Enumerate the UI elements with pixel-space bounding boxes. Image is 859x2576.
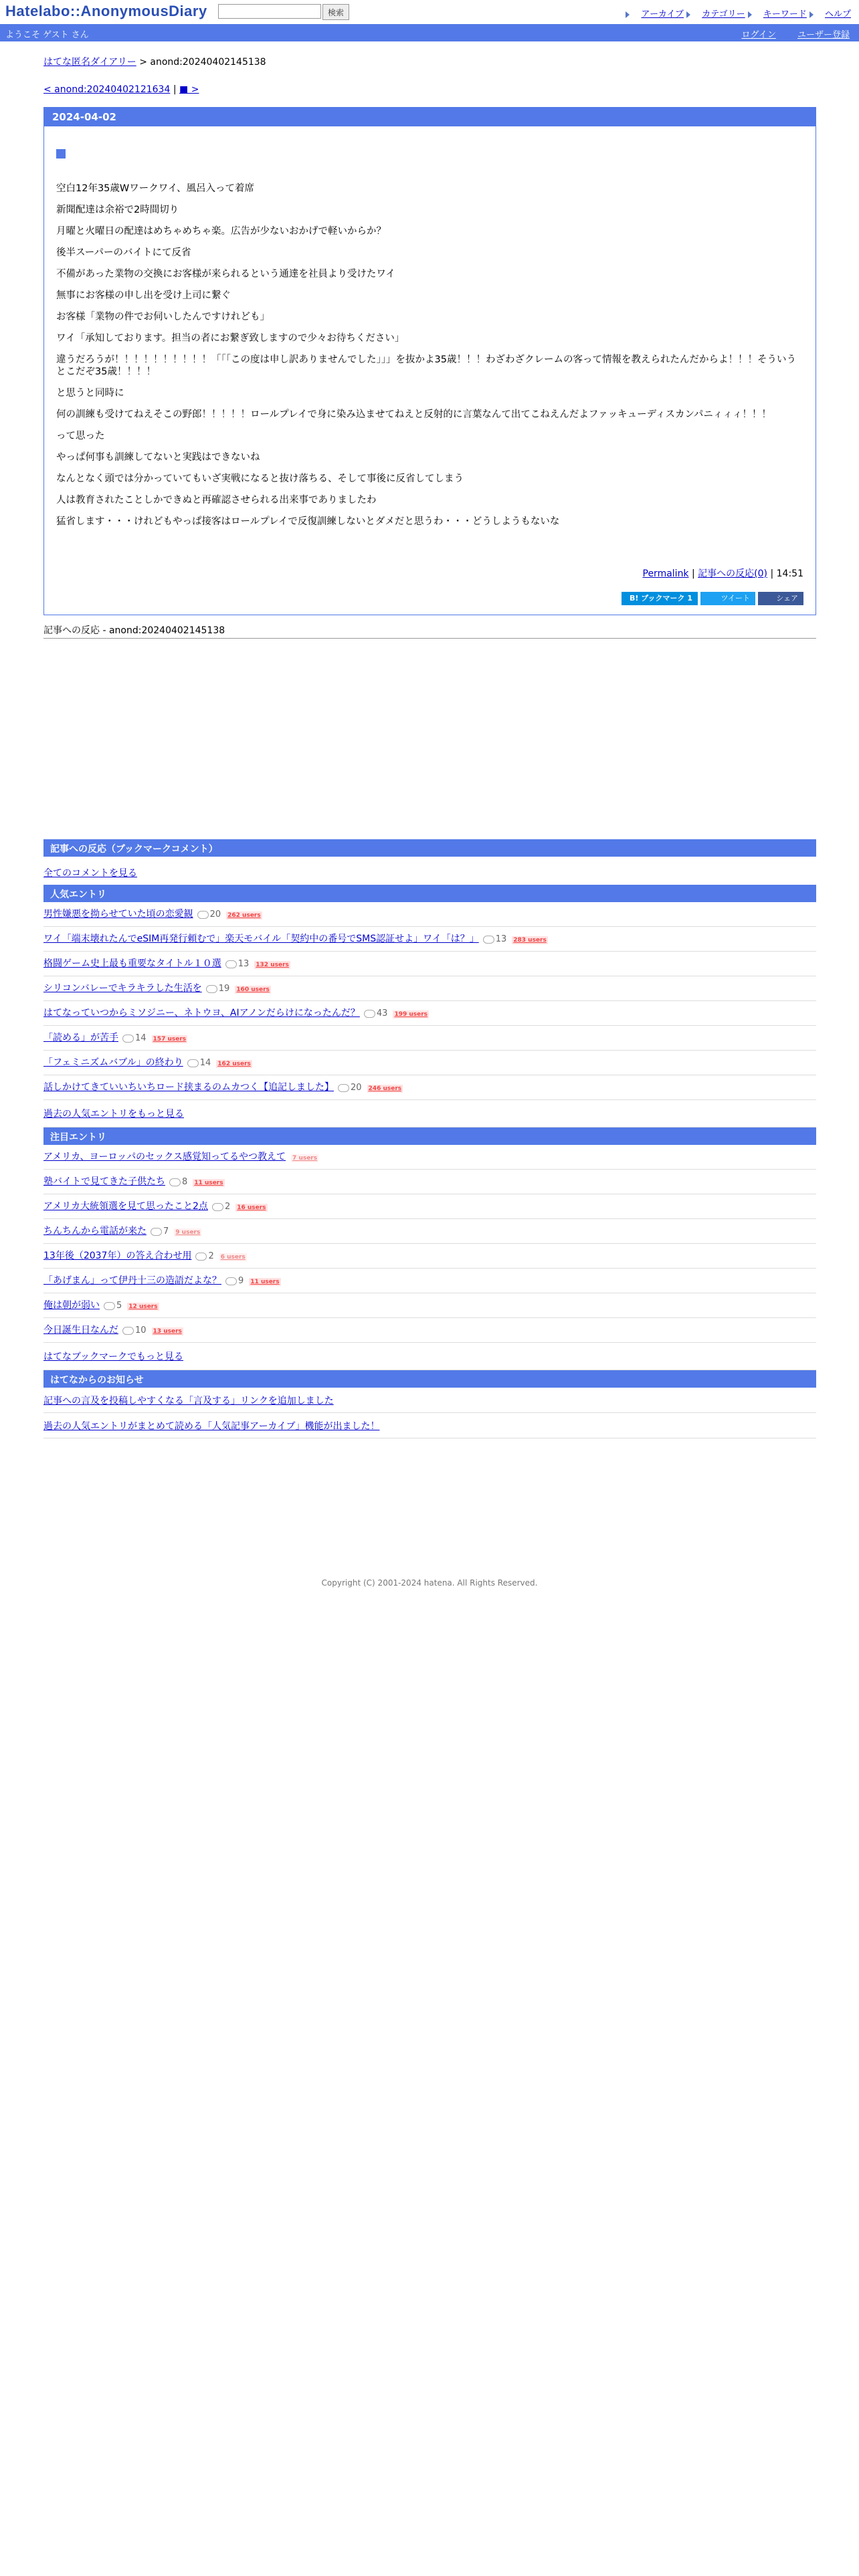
comment-number: 13 (237, 959, 250, 969)
list-item (43, 1145, 816, 1170)
entry-line: お客様「業物の件でお伺いしたんですけれども」 (56, 312, 270, 322)
welcome-text: ようこそ ゲスト さん (5, 30, 89, 40)
bookmark-users-badge[interactable]: 246 users (368, 1085, 402, 1092)
bookmark-users-badge[interactable]: 283 users (513, 937, 547, 944)
entry-title-link[interactable]: 「読める」が苦手 (43, 1033, 118, 1043)
entry-line: なんとなく頭では分かっていてもいざ実戦になると抜け落ちる、そして事後に反省してしまう (56, 473, 464, 484)
pager-separator: | (170, 84, 180, 95)
login-link[interactable]: ログイン (741, 30, 776, 40)
breadcrumb (43, 55, 816, 68)
next-entry-link[interactable]: ■ > (179, 84, 199, 95)
comment-bubble-icon (104, 1302, 115, 1310)
nav-archive[interactable]: アーカイブ (641, 9, 684, 19)
comment-count[interactable] (338, 1081, 362, 1095)
bookmark-users-badge[interactable]: 160 users (236, 986, 270, 993)
comment-number: 7 (163, 1226, 169, 1237)
comment-bubble-icon (187, 1059, 199, 1067)
entry-line: 無事にお客様の申し出を受け上司に繋ぐ (56, 290, 231, 301)
entry-footer: Permalink | 記事への反応(0) | 14:51 (642, 568, 803, 579)
entry-date: 2024-04-02 (44, 108, 816, 126)
comment-count[interactable] (197, 907, 221, 922)
diary-entry (43, 107, 816, 615)
entry-line: 不備があった業物の交換にお客様が来られるという通達を社員より受けたワイ (56, 269, 395, 280)
comment-bubble-icon (206, 985, 217, 993)
top-header (0, 0, 859, 24)
triangle-icon (809, 11, 814, 18)
site-logo[interactable]: Hatelabo::AnonymousDiary (5, 3, 207, 19)
bookmark-users-badge[interactable]: 162 users (217, 1061, 251, 1067)
bookmark-users-badge[interactable]: 132 users (256, 962, 289, 968)
comment-number: 43 (376, 1008, 388, 1018)
entry-time: 14:51 (776, 568, 803, 579)
comment-number: 20 (351, 1083, 362, 1093)
comment-bubble-icon (364, 1010, 375, 1018)
entry-line: ワイ「承知しております。担当の者にお繋ぎ致しますので少々お待ちください」 (56, 333, 405, 344)
share-buttons (56, 592, 803, 605)
entry-title-link[interactable]: 話しかけてきていいちいちロード挟まるのムカつく【追記しました】 (43, 1082, 334, 1093)
comment-bubble-icon (338, 1084, 349, 1092)
entry-line: 違うだろうが！！！！！！！！！！「「「この度は申し訳ありませんでした」」」を抜かよ35歳！！！わざわざクレームの客って情報を教えられたんだからよ！！！そういうとこだぞ35歳！！！！ (56, 354, 796, 377)
comment-number: 10 (135, 1325, 147, 1335)
comment-count[interactable] (483, 932, 507, 946)
comment-count[interactable] (104, 1299, 122, 1313)
entry-title-link[interactable]: 今日誕生日なんだ (43, 1325, 118, 1335)
bookmark-users-badge[interactable]: 157 users (153, 1036, 187, 1043)
entry-title-link[interactable]: ワイ「端末壊れたんでeSIM再発行頼むで」楽天モバイル「契約中の番号でSMS認証せよ」ワイ「は？」 (43, 934, 479, 944)
entry-title-link[interactable]: 格闘ゲーム史上最も重要なタイトル１０選 (43, 958, 221, 969)
more-popular-link[interactable]: 過去の人気エントリをもっと見る (43, 1100, 816, 1128)
entry-text (56, 183, 803, 528)
register-link[interactable]: ユーザー登録 (797, 30, 850, 40)
news-title: はてなからのお知らせ (43, 1370, 816, 1388)
comment-bubble-icon (483, 936, 494, 944)
comment-number: 14 (135, 1033, 147, 1043)
notable-entries-title: 注目エントリ (43, 1128, 816, 1145)
bookmark-users-badge[interactable]: 262 users (227, 912, 261, 919)
permalink[interactable]: Permalink (642, 568, 689, 579)
comment-number: 20 (209, 909, 221, 920)
comment-count[interactable] (187, 1056, 211, 1070)
entry-line: 何の訓練も受けてねえそこの野郎！！！！！ロールプレイで身に染み込ませてねえと反射的に言葉なんて出てこねえんだよファッキューディスカンパニィィィ！！！ (56, 409, 771, 420)
entry-line: やっぱ何事も訓練してないと実践はできないね (56, 452, 260, 463)
bookmark-users-badge[interactable]: 12 users (128, 1303, 158, 1310)
entry-title-link[interactable]: 「あげまん」って伊丹十三の造語だよな？ (43, 1275, 221, 1286)
news-link[interactable]: 過去の人気エントリがまとめて読める「人気記事アーカイブ」機能が出ました！ (43, 1421, 380, 1432)
facebook-share-button[interactable]: シェア (758, 592, 803, 605)
entry-title-link[interactable]: 「フェミニズムバブル」の終わり (43, 1057, 183, 1068)
entry-title-link[interactable]: 男性嫌悪を拗らせていた頃の恋愛観 (43, 909, 193, 920)
popular-entries-title: 人気エントリ (43, 885, 816, 902)
list-item (43, 976, 816, 1001)
entry-title-link[interactable]: シリコンバレーでキラキラした生活を (43, 983, 202, 994)
comment-count[interactable] (364, 1006, 388, 1021)
all-comments-link[interactable]: 全てのコメントを見る (43, 868, 137, 879)
list-item (43, 952, 816, 976)
notable-entries-list (43, 1145, 816, 1343)
search-button[interactable]: 検索 (322, 4, 349, 20)
more-bookmarks-link[interactable]: はてなブックマークでもっと見る (43, 1343, 816, 1370)
bookmark-users-badge[interactable]: 9 users (175, 1229, 201, 1236)
entry-line: と思うと同時に (56, 388, 124, 399)
comment-number: 14 (199, 1058, 211, 1068)
breadcrumb-separator: > (136, 57, 151, 68)
entry-title-link[interactable]: ちんちんから電話が来た (43, 1226, 147, 1237)
top-nav (626, 7, 851, 19)
entry-pager (43, 84, 816, 95)
comment-bubble-icon (151, 1228, 162, 1236)
comment-bubble-icon (122, 1035, 134, 1043)
bookmark-comments-title: 記事への反応（ブックマークコメント） (43, 839, 816, 857)
nav-keyword[interactable]: キーワード (763, 9, 807, 19)
bookmark-users-badge[interactable]: 6 users (220, 1254, 246, 1261)
comment-count[interactable] (122, 1031, 147, 1045)
comment-count[interactable] (151, 1224, 169, 1239)
entry-line: 空白12年35歳Wワークワイ、風呂入って着席 (56, 183, 254, 194)
breadcrumb-current: anond:20240402145138 (150, 57, 266, 68)
entry-title-link[interactable]: アメリカ大統領選を見て思ったこと2点 (43, 1201, 208, 1212)
ad-area (43, 639, 816, 839)
list-item (43, 1194, 816, 1219)
list-item (43, 902, 816, 927)
user-bar (0, 24, 859, 41)
bookmark-users-badge[interactable]: 11 users (194, 1180, 223, 1186)
list-item (43, 1051, 816, 1075)
list-item (43, 1001, 816, 1026)
comment-bubble-icon (225, 1277, 237, 1285)
comment-count[interactable] (225, 1274, 244, 1288)
list-item (43, 1269, 816, 1293)
entry-title-link[interactable]: はてなっていつからミソジニー、ネトウヨ、AIアノンだらけになったんだ？ (43, 1008, 360, 1018)
entry-title-link[interactable]: 俺は朝が弱い (43, 1300, 100, 1311)
comment-count[interactable] (169, 1175, 187, 1189)
bookmark-users-badge[interactable]: 7 users (292, 1155, 318, 1162)
list-item (43, 1026, 816, 1051)
comment-count[interactable] (122, 1323, 147, 1337)
entry-line: 月曜と火曜日の配達はめちゃめちゃ楽。広告が少ないおかげで軽いからか？ (56, 226, 386, 237)
comment-number: 5 (116, 1301, 122, 1311)
tweet-button[interactable]: ツイート (700, 592, 755, 605)
list-item (43, 927, 816, 952)
news-link[interactable]: 記事への言及を投稿しやすくなる「言及する」リンクを追加しました (43, 1396, 334, 1406)
comment-bubble-icon (225, 960, 237, 968)
comment-bubble-icon (169, 1178, 181, 1186)
hatena-bookmark-button[interactable]: B! ブックマーク 1 (622, 592, 698, 605)
entry-line: 人は教育されたことしかできぬと再確認させられる出来事でありましたわ (56, 495, 377, 506)
entry-title-link[interactable]: 塾バイトで見てきた子供たち (43, 1176, 165, 1187)
main-content (43, 53, 816, 1438)
comment-number: 8 (182, 1177, 188, 1187)
nav-category[interactable]: カテゴリー (702, 9, 745, 19)
comment-count[interactable] (212, 1200, 230, 1214)
entry-anchor-square[interactable] (56, 149, 66, 158)
list-item (43, 1075, 816, 1100)
triangle-icon (626, 11, 630, 18)
comment-bubble-icon (197, 911, 209, 919)
news-item (43, 1413, 816, 1438)
comment-count[interactable] (195, 1249, 213, 1263)
search-input[interactable] (218, 4, 321, 19)
bookmark-users-badge[interactable]: 16 users (237, 1204, 266, 1211)
entry-line: 新聞配達は余裕で2時間切り (56, 205, 179, 215)
popular-entries-list (43, 902, 816, 1100)
comment-number: 19 (218, 984, 230, 994)
reactions-link[interactable]: 記事への反応(0) (698, 568, 768, 579)
copyright: Copyright (C) 2001-2024 hatena. All Rights Reserved. (321, 1578, 538, 1588)
entry-line: って思った (56, 431, 105, 441)
entry-title-link[interactable]: 13年後（2037年）の答え合わせ用 (43, 1251, 192, 1261)
breadcrumb-home[interactable]: はてな匿名ダイアリー (43, 57, 136, 68)
triangle-icon (686, 11, 690, 18)
entry-title-link[interactable]: アメリカ、ヨーロッパのセックス感覚知ってるやつ教えて (43, 1152, 286, 1162)
news-item (43, 1388, 816, 1413)
list-item (43, 1219, 816, 1244)
list-item (43, 1293, 816, 1318)
entry-line: 後半スーパーのバイトにて反省 (56, 247, 191, 258)
list-item (43, 1318, 816, 1343)
nav-help[interactable]: ヘルプ (824, 9, 851, 19)
comment-bubble-icon (212, 1203, 223, 1211)
comment-count[interactable] (225, 957, 250, 971)
list-item (43, 1244, 816, 1269)
comment-number: 2 (224, 1202, 231, 1212)
triangle-icon (748, 11, 752, 18)
prev-entry-link[interactable]: < anond:20240402121634 (43, 84, 171, 95)
entry-body (44, 126, 816, 615)
bookmark-users-badge[interactable]: 11 users (250, 1279, 280, 1285)
reactions-heading: 記事への反応 - anond:20240402145138 (43, 623, 816, 639)
bookmark-users-badge[interactable]: 199 users (394, 1011, 428, 1018)
comment-number: 2 (208, 1251, 214, 1261)
comment-number: 13 (495, 934, 507, 944)
bookmark-users-badge[interactable]: 13 users (153, 1328, 182, 1335)
list-item (43, 1170, 816, 1194)
comment-number: 9 (238, 1276, 244, 1286)
comment-bubble-icon (195, 1253, 207, 1261)
entry-line: 猛省します・・・けれどもやっぱ接客はロールプレイで反復訓練しないとダメだと思うわ・・・どうしようもないな (56, 516, 560, 527)
comment-count[interactable] (206, 982, 230, 996)
comment-bubble-icon (122, 1327, 134, 1335)
